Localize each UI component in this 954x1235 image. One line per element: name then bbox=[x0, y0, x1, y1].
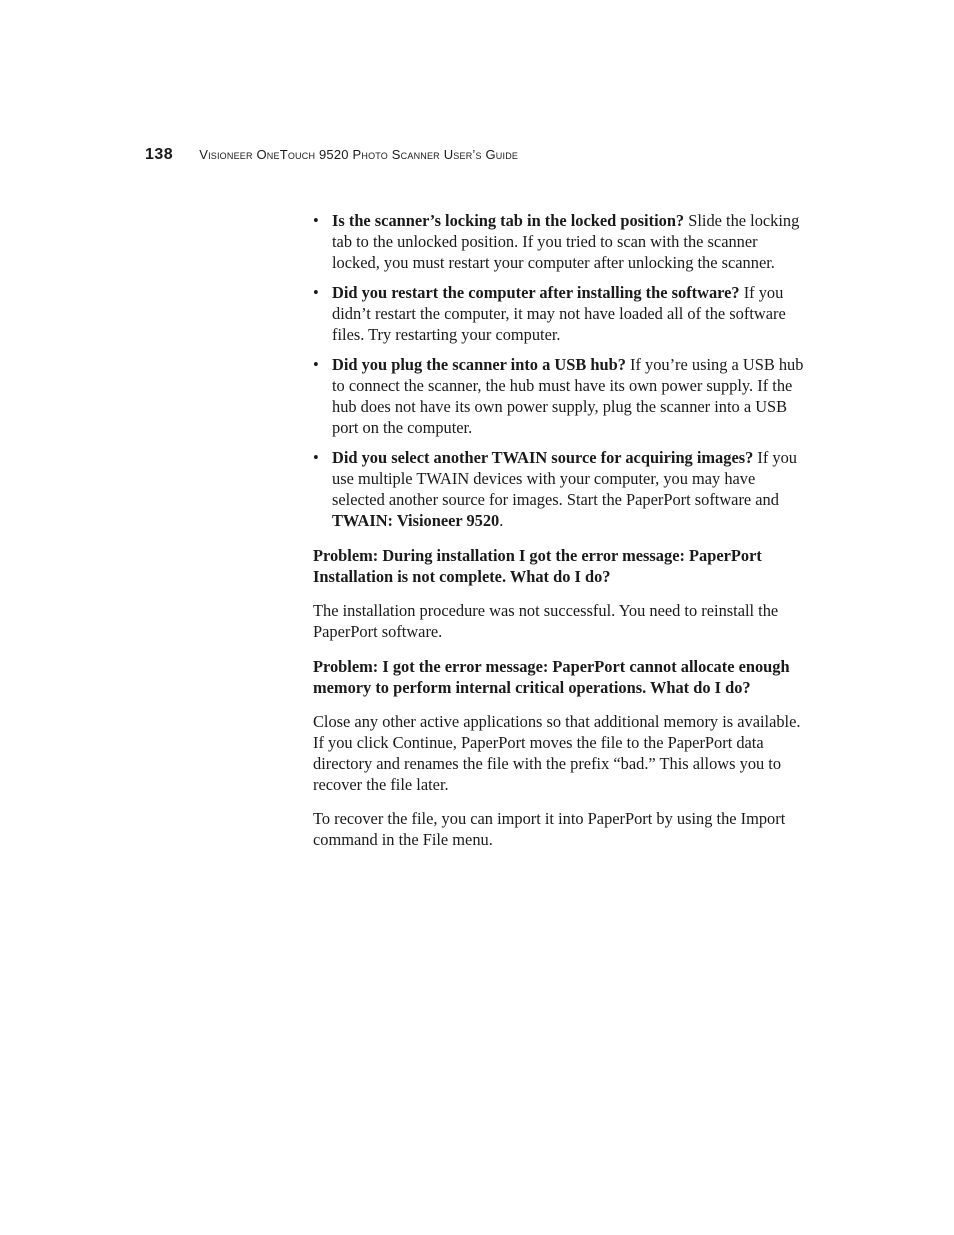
bullet-answer: Slide the locking tab to the unlocked position. If you tried to scan with the scanner locked, you must restart your computer after unlocking the scanner. bbox=[332, 211, 800, 272]
list-item bbox=[313, 282, 808, 345]
bullet-answer: If you’re using a USB hub to connect the scanner, the hub must have its own power supply. If the hub does not have its own power supply, plug the scanner into a USB port on the computer. bbox=[332, 355, 804, 437]
bullet-question: Did you select another TWAIN source for acquiring images? bbox=[332, 448, 754, 467]
problem-solution: To recover the file, you can import it into PaperPort by using the Import command in the File menu. bbox=[313, 809, 786, 849]
page-number: 138 bbox=[145, 146, 174, 163]
list-item bbox=[313, 447, 808, 531]
bullet-end: . bbox=[499, 511, 504, 530]
bullet-icon: • bbox=[313, 283, 319, 302]
running-header bbox=[145, 146, 518, 168]
bullet-answer: If you use multiple TWAIN devices with your computer, you may have selected another source for images. Start the PaperPort software and bbox=[332, 448, 797, 509]
bullet-question: Is the scanner’s locking tab in the locked position? bbox=[332, 211, 685, 230]
problem-heading: Problem: I got the error message: PaperPort cannot allocate enough memory to perform internal critical operations. What do I do? bbox=[313, 657, 790, 697]
page-content bbox=[313, 210, 808, 863]
bullet-question: Did you restart the computer after installing the software? bbox=[332, 283, 740, 302]
list-item bbox=[313, 354, 808, 438]
bullet-question: Did you plug the scanner into a USB hub? bbox=[332, 355, 626, 374]
bullet-emphasis: TWAIN: Visioneer 9520 bbox=[332, 511, 500, 530]
troubleshooting-checklist bbox=[313, 210, 808, 531]
bullet-icon: • bbox=[313, 211, 319, 230]
bullet-icon: • bbox=[313, 448, 319, 467]
bullet-answer: If you didn’t restart the computer, it may not have loaded all of the software files. Try restarting your computer. bbox=[332, 283, 786, 344]
bullet-icon: • bbox=[313, 355, 319, 374]
running-title: Visioneer OneTouch 9520 Photo Scanner User’s Guide bbox=[199, 147, 519, 162]
problem-solution: The installation procedure was not successful. You need to reinstall the PaperPort software. bbox=[313, 601, 779, 641]
problem-heading: Problem: During installation I got the error message: PaperPort Installation is not complete. What do I do? bbox=[313, 546, 762, 586]
list-item bbox=[313, 210, 808, 273]
problem-solution: Close any other active applications so that additional memory is available. If you click Continue, PaperPort moves the file to the PaperPort data directory and renames the file with the prefix “bad.” This allows you to recover the file later. bbox=[313, 712, 801, 794]
